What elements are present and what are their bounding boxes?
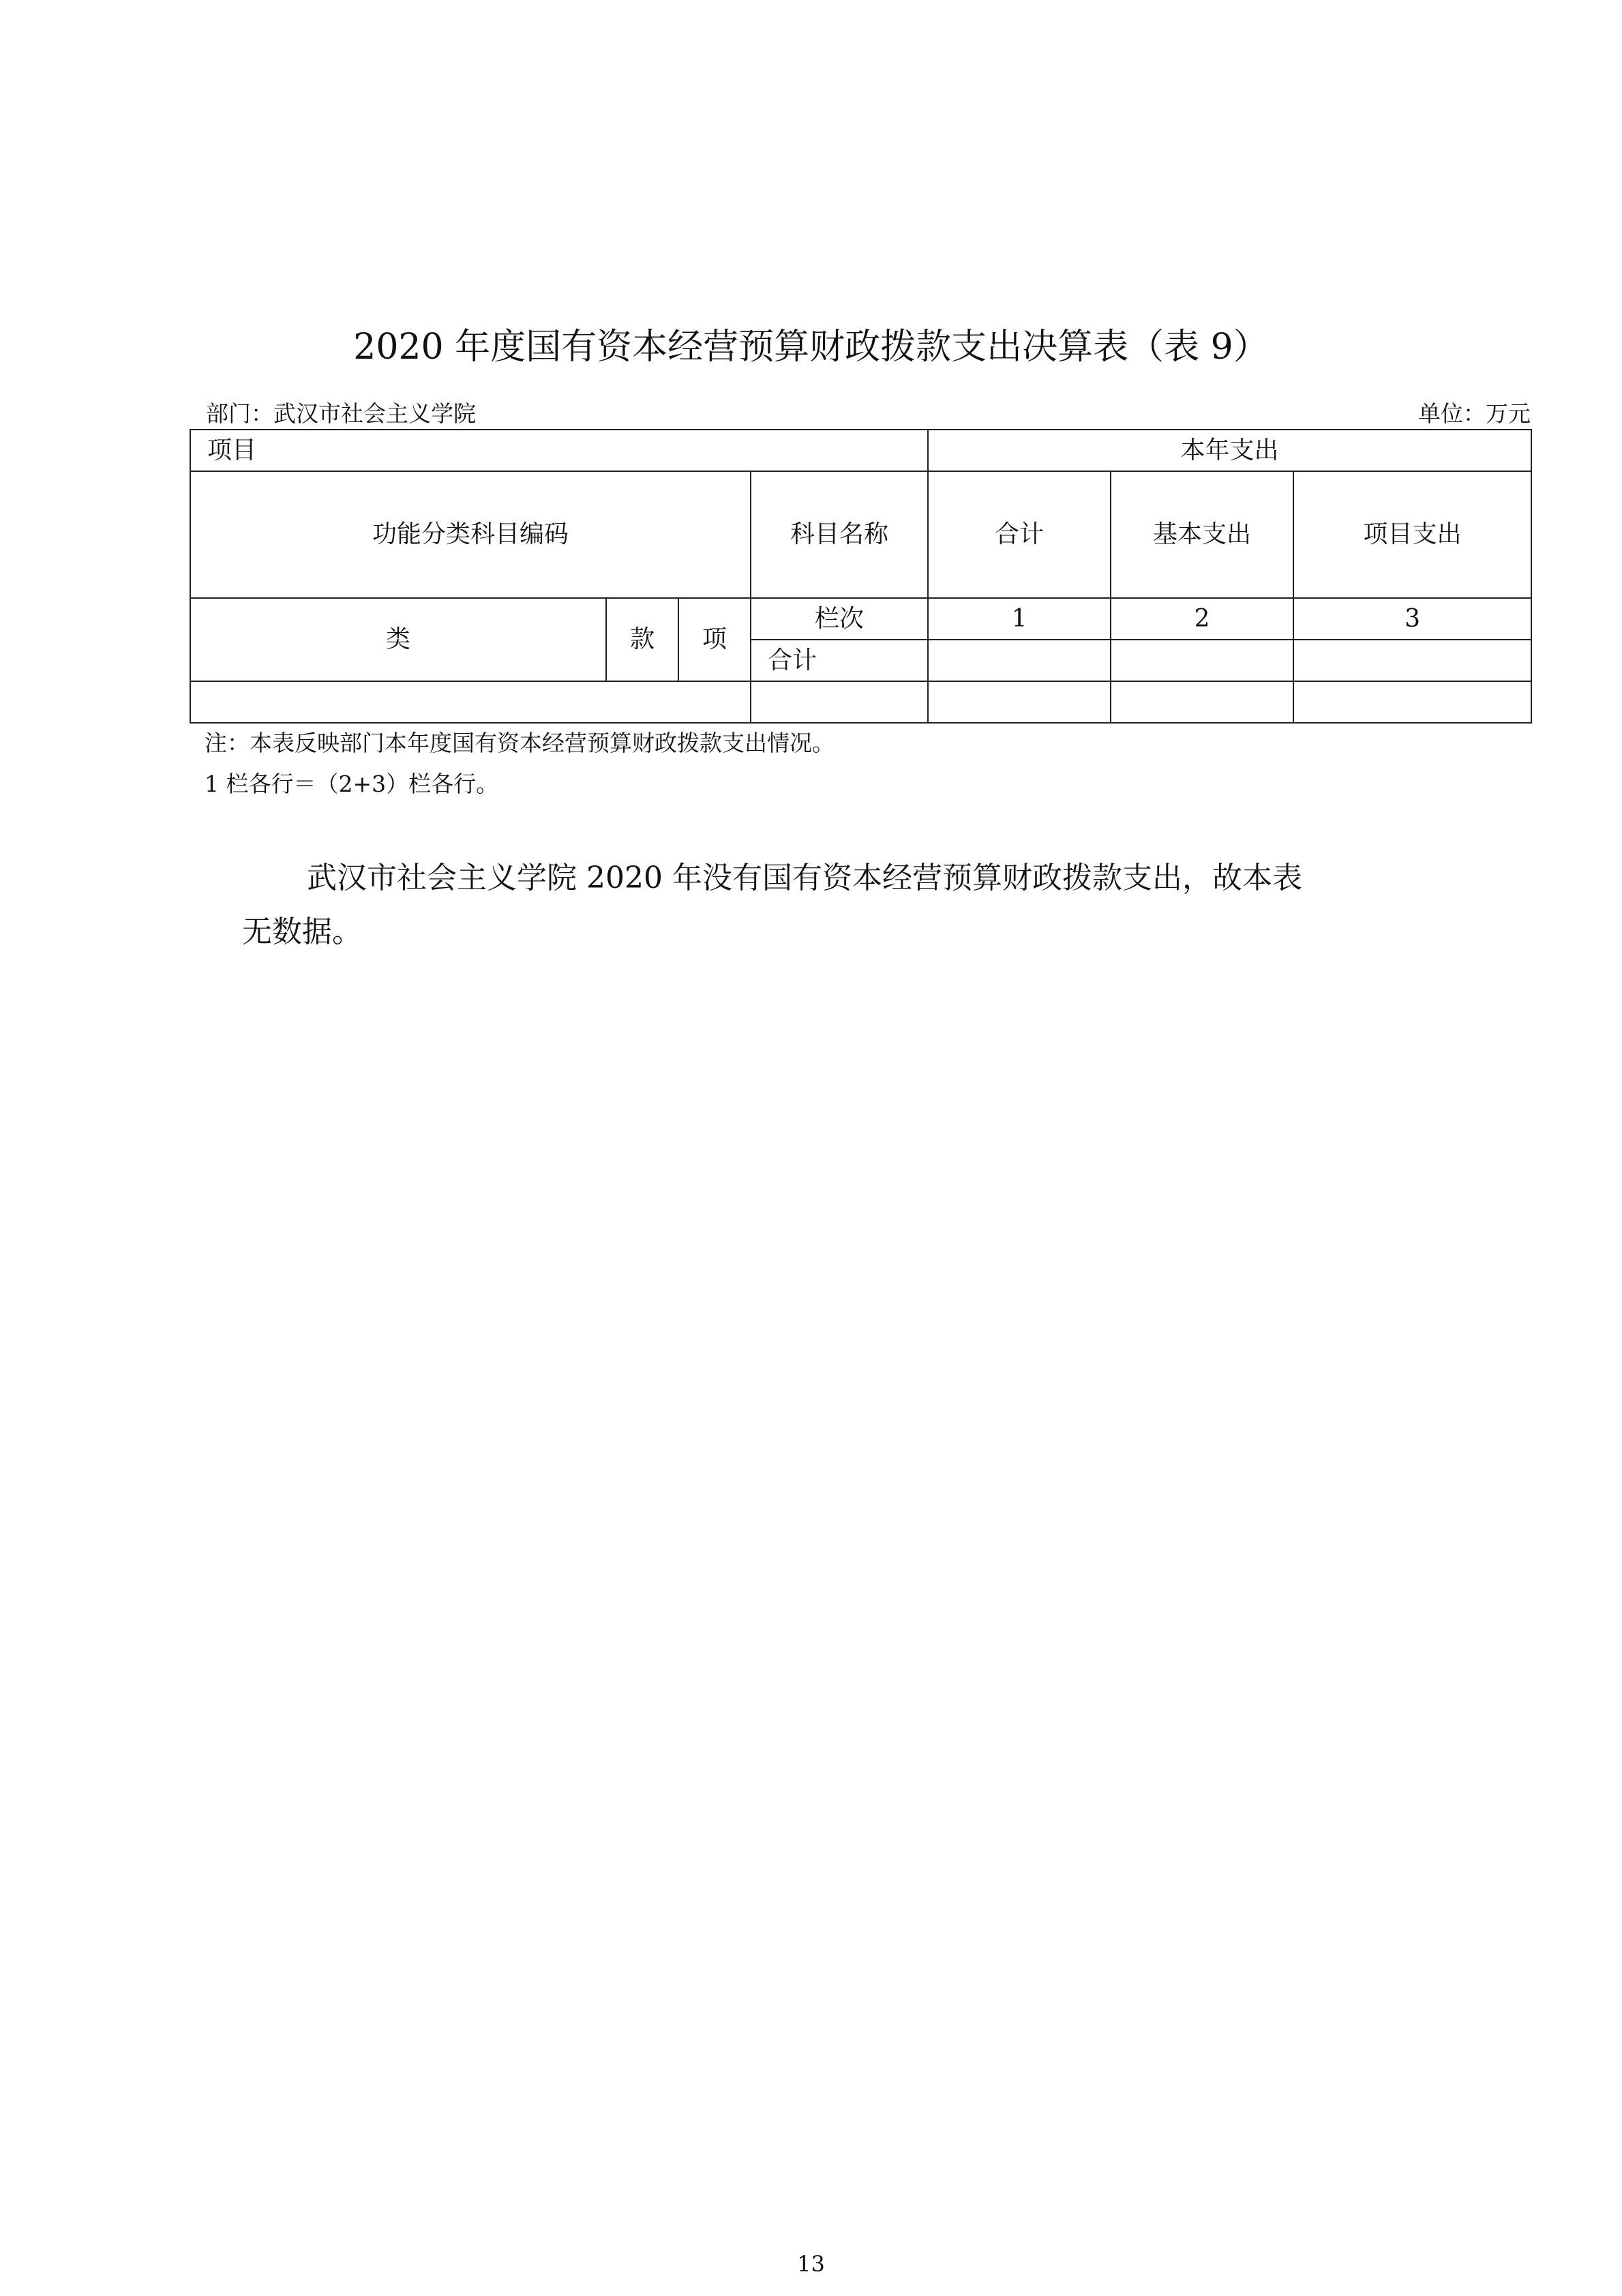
table-note-1: 注：本表反映部门本年度国有资本经营预算财政拨款支出情况。 (205, 730, 835, 756)
total-cell-3 (1293, 640, 1531, 681)
row-total-label: 合计 (751, 640, 928, 681)
header-xiang: 项 (678, 598, 751, 681)
unit-label: 单位：万元 (1418, 400, 1531, 427)
header-lei: 类 (190, 598, 606, 681)
empty-row-subject (751, 681, 928, 723)
empty-row-code (190, 681, 751, 723)
statement-line-1: 武汉市社会主义学院 2020 年没有国有资本经营预算财政拨款支出，故本表 (307, 861, 1302, 895)
header-subject-name: 科目名称 (751, 471, 928, 598)
header-kuan: 款 (606, 598, 678, 681)
table-note-2: 1 栏各行＝（2+3）栏各行。 (205, 771, 499, 797)
total-cell-1 (928, 640, 1111, 681)
column-number-2: 2 (1111, 598, 1293, 640)
department-label: 部门：武汉市社会主义学院 (206, 400, 476, 427)
header-current-year: 本年支出 (928, 430, 1531, 471)
statement-line-2: 无数据。 (242, 914, 362, 949)
empty-row-project (1293, 681, 1531, 723)
header-project-expenditure: 项目支出 (1293, 471, 1531, 598)
header-item: 项目 (190, 430, 928, 471)
empty-row-basic (1111, 681, 1293, 723)
header-total: 合计 (928, 471, 1111, 598)
row-column-number-label: 栏次 (751, 598, 928, 640)
empty-row-total (928, 681, 1111, 723)
header-function-code: 功能分类科目编码 (190, 471, 751, 598)
budget-table (190, 429, 1532, 724)
column-number-1: 1 (928, 598, 1111, 640)
page-number: 13 (797, 2251, 825, 2277)
table-title: 2020 年度国有资本经营预算财政拨款支出决算表（表 9） (353, 327, 1269, 368)
total-cell-2 (1111, 640, 1293, 681)
header-basic-expenditure: 基本支出 (1111, 471, 1293, 598)
column-number-3: 3 (1293, 598, 1531, 640)
